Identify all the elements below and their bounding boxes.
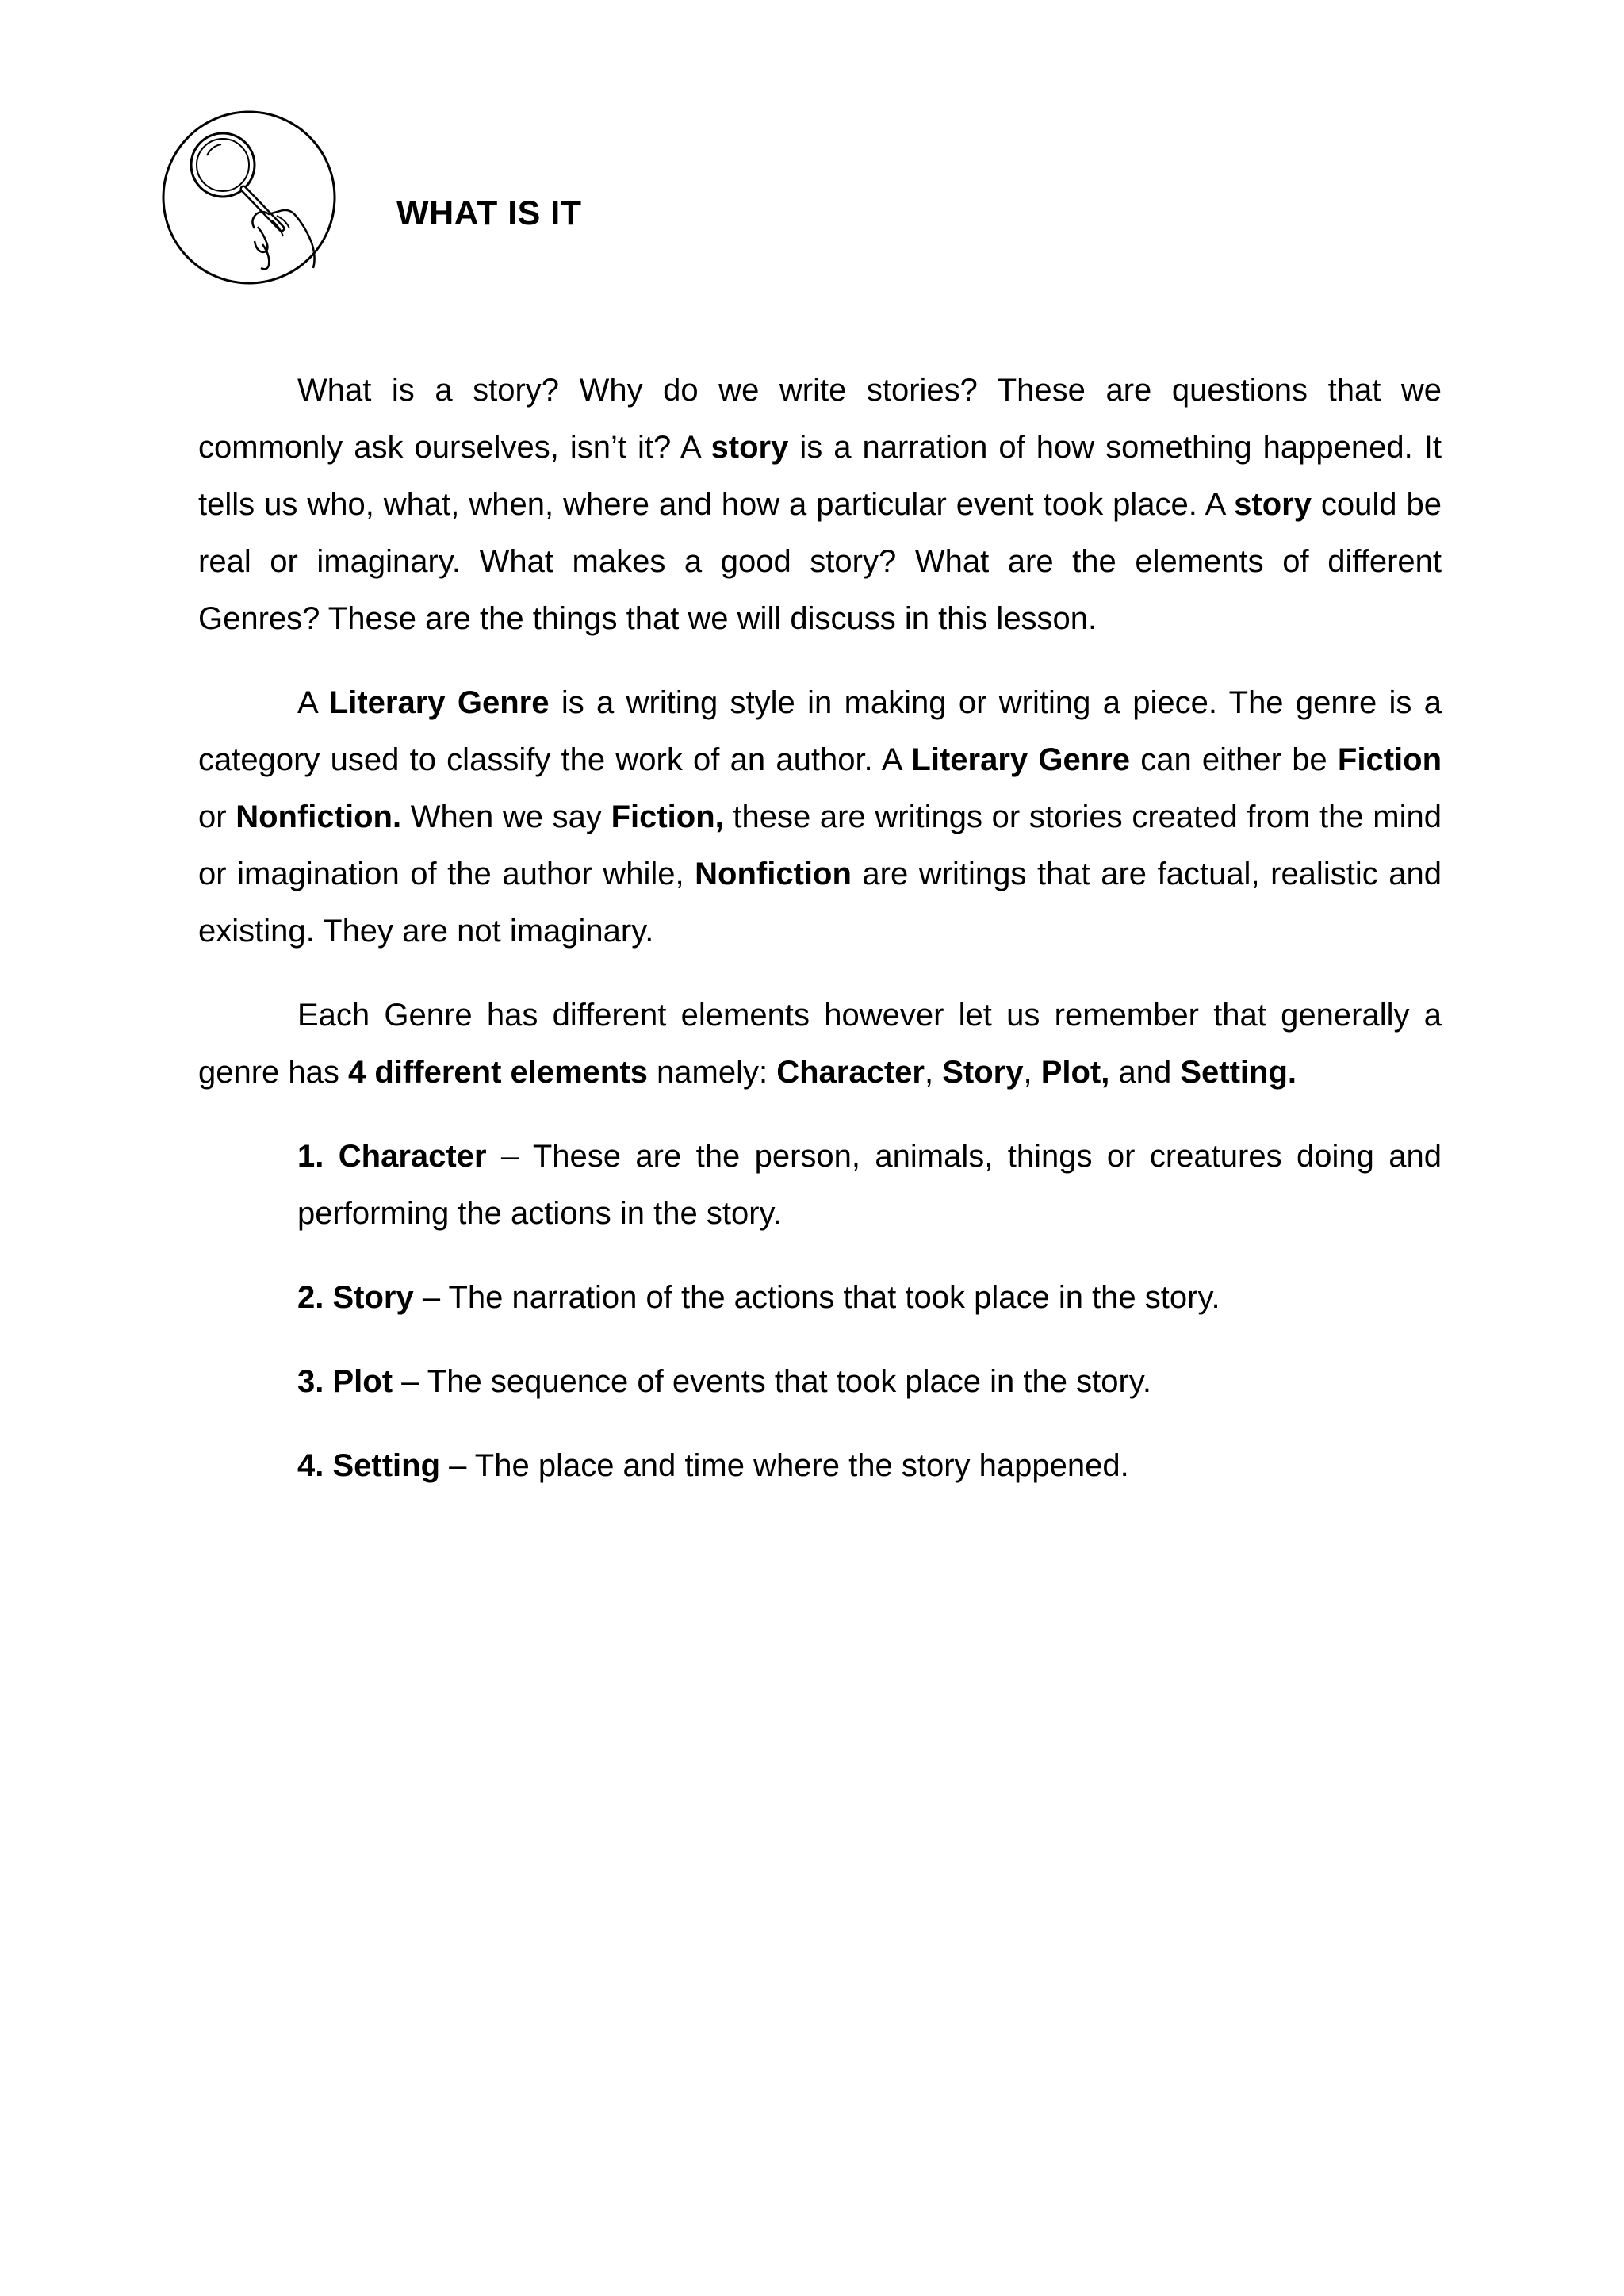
text-run: is a writing style in making or writing a piece. The genre is a category used to classify the work of an author. A (198, 685, 1442, 777)
literary-genre-paragraph (198, 674, 1442, 960)
text-run: When we say (401, 799, 611, 834)
page-title: WHAT IS IT (396, 194, 582, 232)
element-term: 1. Character (297, 1139, 487, 1174)
element-term: 2. Story (297, 1280, 414, 1315)
bold-text-run: Setting. (1180, 1055, 1297, 1090)
element-definition: – The narration of the actions that took place in the story. (413, 1280, 1220, 1315)
element-definition: – These are the person, animals, things or creatures doing and performing the actions in the story. (297, 1139, 1442, 1231)
element-definition: – The place and time where the story happened. (440, 1448, 1129, 1483)
text-run: are writings that are factual, realistic and existing. They are not imaginary. (198, 857, 1442, 949)
bold-text-run: Fiction (1337, 742, 1442, 777)
list-item (297, 1269, 1442, 1326)
magnifying-glass-in-hand-icon (161, 109, 337, 286)
text-run: is a narration of how something happened. It tells us who, what, when, where and how a particular event took place. A (198, 430, 1442, 522)
element-definition: – The sequence of events that took place in the story. (393, 1364, 1151, 1399)
element-term: 4. Setting (297, 1448, 441, 1483)
bold-text-run: Plot, (1040, 1055, 1110, 1090)
text-run: namely: (647, 1055, 777, 1090)
text-run: and (1109, 1055, 1181, 1090)
bold-text-run: Character (776, 1055, 925, 1090)
elements-list (198, 1128, 1442, 1494)
text-run: or (198, 799, 236, 834)
bold-text-run: story (710, 430, 789, 465)
bold-text-run: Nonfiction (695, 857, 852, 891)
bold-text-run: story (1234, 487, 1312, 522)
bold-text-run: Literary Genre (911, 742, 1130, 777)
bold-text-run: Fiction, (611, 799, 724, 834)
text-run: could be real or imaginary. What makes a good story? What are the elements of different Genres? These are the things that we will discuss in this lesson. (198, 487, 1442, 636)
bold-text-run: Nonfiction. (236, 799, 402, 834)
list-item (297, 1128, 1442, 1242)
element-term: 3. Plot (297, 1364, 393, 1399)
list-item (297, 1353, 1442, 1410)
text-run: Each Genre has different elements however let us remember that generally a genre has (198, 998, 1442, 1090)
intro-paragraph (198, 362, 1442, 647)
bold-text-run: Literary Genre (328, 685, 550, 720)
text-run: A (297, 685, 329, 720)
text-run: , (1023, 1055, 1041, 1090)
lesson-content (198, 362, 1442, 1521)
list-item (297, 1437, 1442, 1494)
elements-paragraph (198, 987, 1442, 1101)
text-run: What is a story? Why do we write stories? These are questions that we commonly ask ourselves, isn’t it? A (198, 373, 1442, 465)
text-run: , (924, 1055, 943, 1090)
text-run: can either be (1129, 742, 1338, 777)
bold-text-run: Story (942, 1055, 1024, 1090)
text-run: these are writings or stories created from the mind or imagination of the author while, (198, 799, 1442, 891)
bold-text-run: 4 different elements (348, 1055, 648, 1090)
